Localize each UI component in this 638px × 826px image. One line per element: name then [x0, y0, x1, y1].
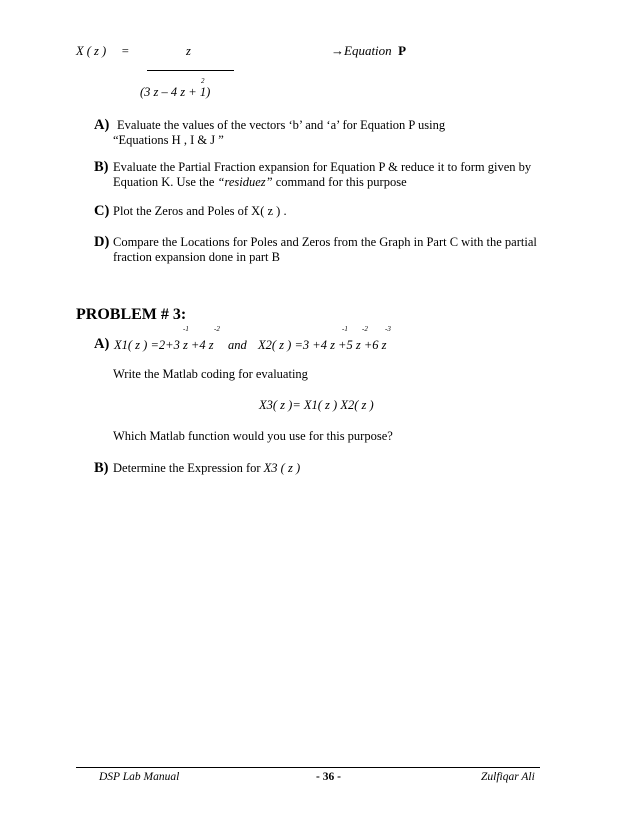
equation-tag-letter: P: [398, 43, 407, 58]
part-b-label: B): [94, 159, 109, 175]
footer-right: Zulfiqar Ali: [481, 771, 535, 783]
x2-exp-3: -3: [385, 325, 391, 333]
problem-3-b-label: B): [94, 460, 109, 476]
part-b-line1: Evaluate the Partial Fraction expansion for Equation P & reduce it to form given by: [113, 160, 532, 174]
x1-exp-2: -2: [214, 325, 220, 333]
residuez-command: “residuez”: [217, 175, 273, 189]
part-a-line2: “Equations H , I & J ”: [113, 133, 224, 147]
problem-3-a-label: A): [94, 336, 110, 352]
equation-numerator: z: [186, 44, 191, 58]
x3-equation: X3( z )= X1( z ) X2( z ): [259, 398, 374, 412]
part-a-label: A): [94, 117, 110, 133]
part-a-line1: Evaluate the values of the vectors ‘b’ and ‘a’ for Equation P using: [117, 118, 446, 132]
x2-exp-2: -2: [362, 325, 368, 333]
problem-3-heading: PROBLEM # 3:: [76, 306, 187, 323]
part-c-text: Plot the Zeros and Poles of X( z ) .: [113, 204, 287, 218]
footer-left: DSP Lab Manual: [99, 771, 180, 783]
equation-equals: =: [121, 44, 130, 58]
arrow-icon: →: [331, 43, 344, 58]
which-function-text: Which Matlab function would you use for this purpose?: [113, 429, 393, 443]
part-d-line2: fraction expansion done in part B: [113, 250, 280, 264]
part-b-line2-pre: Equation K. Use the: [113, 175, 215, 189]
part-b-line2: [113, 175, 407, 190]
x1-expression: X1( z ) =2+3 z +4 z: [114, 338, 214, 352]
equation-tag: [331, 43, 406, 59]
problem-3-b-text: [113, 461, 300, 476]
x2-expression: X2( z ) =3 +4 z +5 z +6 z: [258, 338, 387, 352]
equation-denominator: (3 z – 4 z + 1): [140, 85, 211, 99]
part-d-label: D): [94, 234, 110, 250]
fraction-bar: [147, 70, 234, 71]
part-d-line1: Compare the Locations for Poles and Zeros from the Graph in Part C with the partial: [113, 235, 537, 249]
x3-expression: X3 ( z ): [263, 461, 301, 475]
part-c-label: C): [94, 203, 110, 219]
and-word: and: [228, 338, 247, 352]
problem-3-b-text-pre: Determine the Expression for: [113, 461, 261, 475]
equation-tag-word: Equation: [344, 43, 392, 58]
page-number: - 36 -: [316, 771, 341, 783]
write-matlab-text: Write the Matlab coding for evaluating: [113, 367, 308, 381]
x1-exp-1: -1: [183, 325, 189, 333]
equation-exponent: 2: [201, 77, 205, 85]
equation-lhs: X ( z ): [76, 44, 107, 58]
footer-rule: [76, 767, 540, 768]
part-b-line2-post: command for this purpose: [275, 175, 407, 189]
x2-exp-1: -1: [342, 325, 348, 333]
